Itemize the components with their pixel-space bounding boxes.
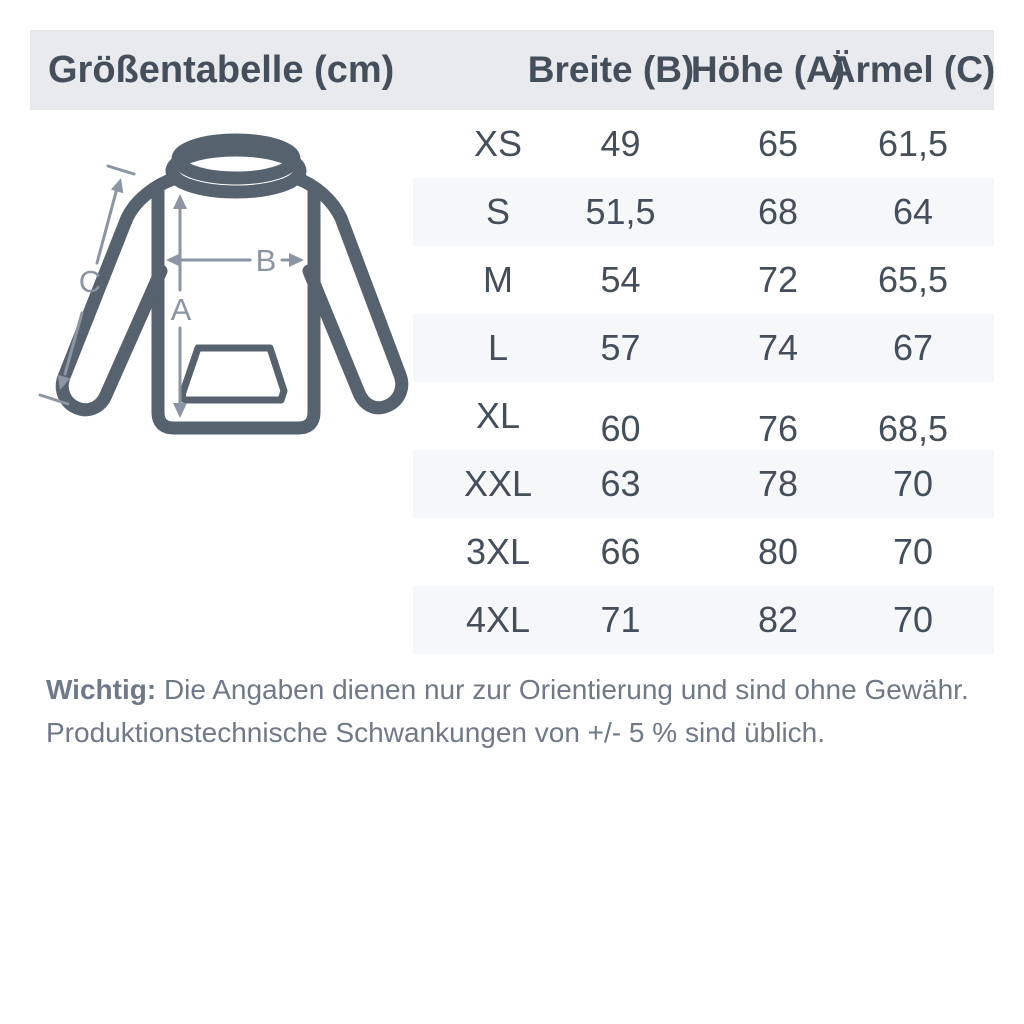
aermel-value: 65,5 <box>877 259 949 300</box>
size-label: XL <box>475 395 521 436</box>
hoehe-value: 76 <box>757 408 799 449</box>
size-table <box>413 110 994 654</box>
dimension-label-b: B <box>255 243 277 278</box>
arrowhead-right-icon <box>289 253 304 267</box>
hoehe-value: 72 <box>757 259 799 300</box>
table-row-s <box>413 178 994 246</box>
aermel-value: 70 <box>892 463 934 504</box>
size-label: S <box>485 191 510 232</box>
breite-value: 54 <box>600 259 641 300</box>
hoehe-value: 80 <box>757 531 799 572</box>
hoodie-pocket <box>183 348 285 400</box>
dimension-label-a: A <box>170 292 192 327</box>
table-row-xxl <box>413 450 994 518</box>
column-header-aermel: Ärmel (C) <box>828 49 996 90</box>
breite-value: 57 <box>600 327 641 368</box>
column-header-hoehe: Höhe (A) <box>690 49 846 90</box>
column-header-breite: Breite (B) <box>527 49 695 90</box>
hoehe-value: 82 <box>757 599 799 640</box>
hoehe-value: 74 <box>757 327 799 368</box>
disclaimer-note <box>46 668 986 754</box>
arrowhead-down-icon <box>173 403 187 418</box>
aermel-value: 67 <box>892 327 934 368</box>
aermel-value: 64 <box>892 191 934 232</box>
size-label: XXL <box>463 463 533 504</box>
disclaimer-text-1: Die Angaben dienen nur zur Orientierung und sind ohne Gewähr. <box>163 674 969 705</box>
hoodie-outline <box>62 140 402 428</box>
hoehe-value: 65 <box>757 123 799 164</box>
hoehe-value: 78 <box>757 463 799 504</box>
breite-value: 66 <box>600 531 641 572</box>
table-row-m <box>413 246 994 314</box>
breite-value: 63 <box>600 463 641 504</box>
size-label: M <box>483 259 513 300</box>
aermel-value: 68,5 <box>877 408 949 449</box>
breite-value: 51,5 <box>585 191 656 232</box>
disclaimer-line-2: Produktionstechnische Schwankungen von +/- 5 % sind üblich. <box>46 717 826 748</box>
breite-value: 71 <box>600 599 641 640</box>
size-label: XS <box>473 123 523 164</box>
aermel-value: 70 <box>892 531 934 572</box>
breite-value: 49 <box>600 123 641 164</box>
table-row-l <box>413 314 994 382</box>
hoodie-measurement-diagram <box>30 118 412 463</box>
breite-value: 60 <box>600 408 641 449</box>
dimension-label-c: C <box>78 264 102 299</box>
disclaimer-label: Wichtig: <box>46 674 157 705</box>
table-row-4xl <box>413 586 994 654</box>
aermel-value: 61,5 <box>877 123 949 164</box>
hoehe-value: 68 <box>757 191 799 232</box>
table-row-xl <box>413 382 994 450</box>
aermel-value: 70 <box>892 599 934 640</box>
table-row-3xl <box>413 518 994 586</box>
disclaimer-line-1 <box>46 668 986 711</box>
table-header <box>30 30 994 110</box>
size-label: 3XL <box>465 531 531 572</box>
size-label: 4XL <box>465 599 531 640</box>
dimension-arrow-b <box>166 243 304 278</box>
size-label: L <box>487 327 509 368</box>
arrowhead-upright-icon <box>111 178 123 193</box>
table-row-xs <box>413 110 994 178</box>
page-title: Größentabelle (cm) <box>48 49 395 91</box>
